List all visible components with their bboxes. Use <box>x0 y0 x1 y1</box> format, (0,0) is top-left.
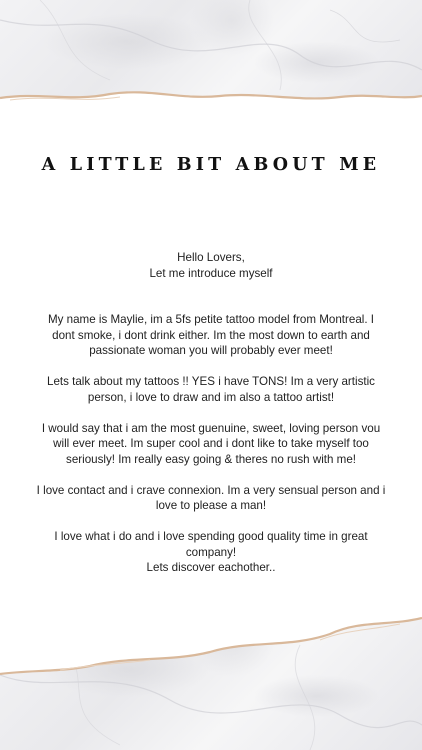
greeting-line-1: Hello Lovers, <box>177 251 245 264</box>
closing-line-1: I love what i do and i love spending good quality time in great company! <box>54 530 368 559</box>
page-title: A LITTLE BIT ABOUT ME <box>41 155 381 175</box>
greeting-line-2: Let me introduce myself <box>149 266 273 280</box>
closing-line-2: Lets discover eachother.. <box>146 561 276 574</box>
paragraph-contact: I love contact and i crave connexion. Im a very sensual person and i love to please a man! <box>36 483 386 512</box>
greeting <box>36 250 386 281</box>
paragraph-closing <box>36 529 386 576</box>
paragraph-intro: My name is Maylie, im a 5fs petite tattoo model from Montreal. I dont smoke, i dont drink either. Im the most down to earth and passionate woman you will probably ever meet! <box>47 313 375 357</box>
torn-edge-bottom <box>0 600 422 675</box>
about-text <box>36 250 386 591</box>
torn-edge-top <box>0 78 422 118</box>
paragraph-personality: I would say that i am the most guenuine, sweet, loving person vou will ever meet. Im super cool and i dont like to take myself too seriously! Im really easy going & theres no rush with me! <box>41 421 381 466</box>
paragraph-tattoos: Lets talk about my tattoos !! YES i have TONS! Im a very artistic person, i love to draw and im also a tattoo artist! <box>47 375 375 404</box>
